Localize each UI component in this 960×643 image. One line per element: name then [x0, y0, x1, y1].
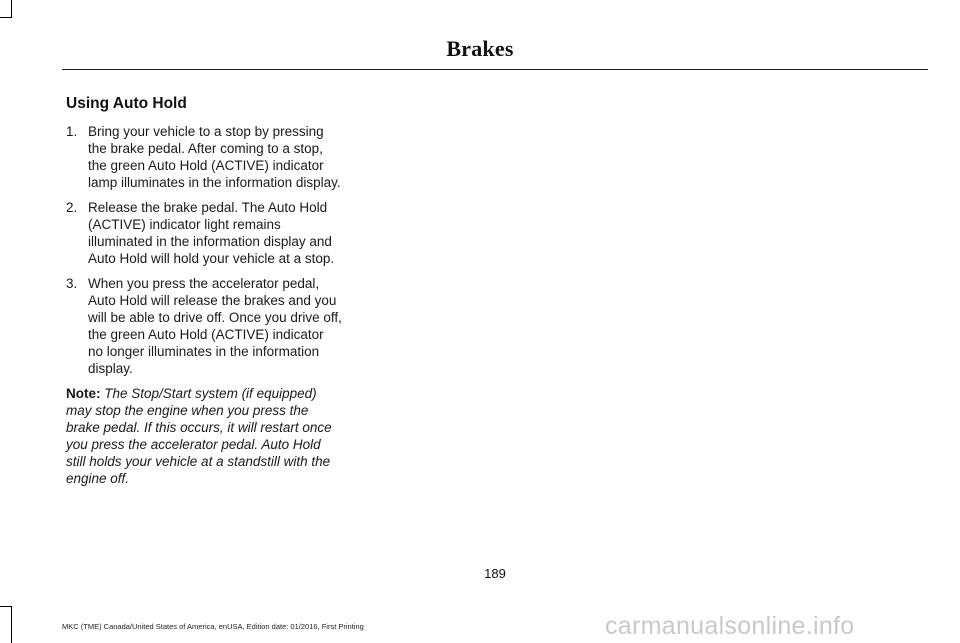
list-item — [66, 199, 342, 267]
header-rule — [62, 69, 928, 70]
step-text: Release the brake pedal. The Auto Hold (ACTIVE) indicator light remains illuminated in the information display and Auto Hold will hold your vehicle at a stop. — [88, 200, 335, 266]
page-number: 189 — [484, 566, 506, 581]
note-label: Note: — [66, 386, 101, 401]
crop-mark-bottom-left-vertical — [11, 606, 12, 643]
step-number: 3. — [66, 276, 78, 291]
crop-mark-top-left-vertical — [11, 0, 12, 18]
section-title: Using Auto Hold — [66, 95, 187, 112]
list-item — [66, 275, 342, 377]
step-text: Bring your vehicle to a stop by pressing the brake pedal. After coming to a stop, the green Auto Hold (ACTIVE) indicator lamp illuminates in the information display. — [88, 124, 341, 190]
step-list — [66, 123, 342, 377]
content-column — [66, 95, 342, 487]
step-number: 1. — [66, 124, 78, 139]
crop-mark-top-left-horizontal — [0, 17, 12, 18]
note-text: The Stop/Start system (if equipped) may stop the engine when you press the brake pedal. If this occurs, it will restart once you press the accelerator pedal. Auto Hold still holds your vehicle at a standstill with the engine off. — [66, 386, 332, 486]
watermark-logo: carmanualsonline.info — [605, 612, 855, 640]
crop-mark-bottom-left-horizontal — [0, 606, 12, 607]
step-number: 2. — [66, 200, 78, 215]
edition-footer: MKC (TME) Canada/United States of America, enUSA, Edition date: 01/2016, First Printing — [62, 622, 364, 631]
step-text: When you press the accelerator pedal, Auto Hold will release the brakes and you will be able to drive off. Once you drive off, the green Auto Hold (ACTIVE) indicator no longer illuminates in the information display. — [88, 276, 342, 376]
running-head-title: Brakes — [446, 36, 514, 61]
list-item — [66, 123, 342, 191]
note-paragraph — [66, 385, 342, 487]
